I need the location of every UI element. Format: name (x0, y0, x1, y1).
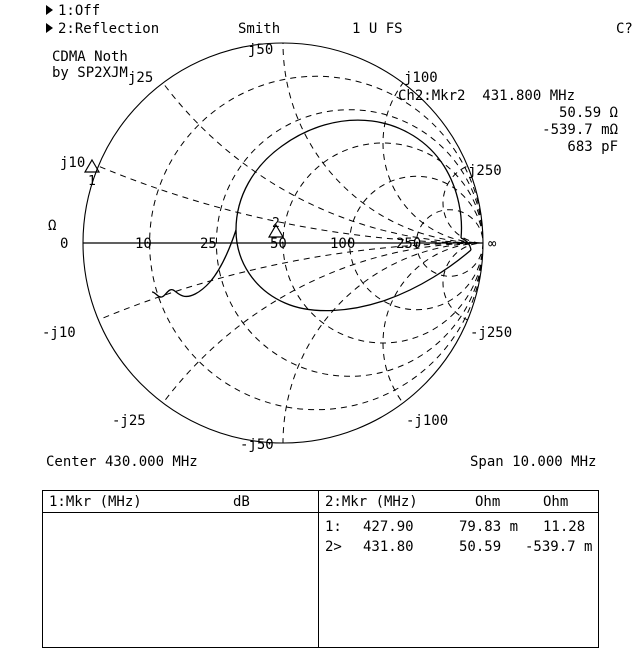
format-label[interactable]: Smith (238, 21, 281, 37)
label-r-0: 0 (60, 236, 69, 252)
label-j100-top: j100 (404, 70, 438, 86)
marker-table-trace1-col-freq: 1:Mkr (MHz) (49, 494, 142, 510)
cal-status-label: C? (616, 21, 633, 37)
marker-table-trace2-col-freq: 2:Mkr (MHz) (325, 494, 418, 510)
marker-table-trace2-col-ohm2: Ohm (543, 494, 569, 510)
label-axis-left-unit: Ω (48, 218, 57, 234)
trace1-label[interactable]: 1:Off (58, 3, 101, 19)
label-j100-bottom: -j100 (406, 413, 449, 429)
row2-value2: -539.7 m (525, 539, 593, 555)
row2-value1: 50.59 (459, 539, 502, 555)
label-axis-right-infinity: ∞ (488, 236, 497, 252)
label-j25-top: j25 (128, 70, 154, 86)
label-j25-bottom: -j25 (112, 413, 146, 429)
marker-table-trace1-col-db: dB (233, 494, 250, 510)
marker-readout-resistance: 50.59 Ω (558, 105, 618, 121)
span-label[interactable]: Span 10.000 MHz (470, 454, 597, 470)
label-j250-bottom: -j250 (470, 325, 513, 341)
label-r-10: 10 (135, 236, 152, 252)
row2-id: 2> (325, 539, 342, 555)
row1-value2: 11.28 (543, 519, 586, 535)
label-j50-top: j50 (248, 42, 274, 58)
label-r-250: 250 (396, 236, 422, 252)
row1-id: 1: (325, 519, 342, 535)
label-r-100: 100 (330, 236, 356, 252)
marker-1-label: 1 (88, 174, 96, 189)
marker-readout-capacitance: 683 pF (567, 139, 618, 155)
marker-readout-frequency: Ch2:Mkr2 431.800 MHz (398, 88, 576, 104)
label-j10-bottom: -j10 (42, 325, 76, 341)
marker-table-trace2[interactable] (318, 490, 599, 648)
row1-frequency: 427.90 (363, 519, 414, 535)
scale-label[interactable]: 1 U FS (352, 21, 403, 37)
trace2-label[interactable]: 2:Reflection (58, 21, 160, 37)
label-r-25: 25 (200, 236, 217, 252)
label-j50-bottom: -j50 (240, 437, 274, 453)
marker-table-trace1[interactable] (42, 490, 319, 648)
label-r-50: 50 (270, 236, 287, 252)
row1-value1: 79.83 m (459, 519, 519, 535)
label-j250-top: j250 (468, 163, 502, 179)
center-frequency-label[interactable]: Center 430.000 MHz (46, 454, 198, 470)
marker-table-trace1-header (43, 491, 318, 513)
marker-table-trace2-col-ohm1: Ohm (475, 494, 501, 510)
row2-frequency: 431.80 (363, 539, 414, 555)
chart-title-line1: CDMA Noth (52, 49, 128, 65)
chart-title-line2: by SP2XJM (52, 65, 128, 81)
marker-readout-reactance: -539.7 mΩ (542, 122, 618, 138)
marker-table-trace2-header (319, 491, 598, 513)
marker-2-label: 2 (272, 216, 280, 231)
label-j10-top: j10 (60, 155, 86, 171)
